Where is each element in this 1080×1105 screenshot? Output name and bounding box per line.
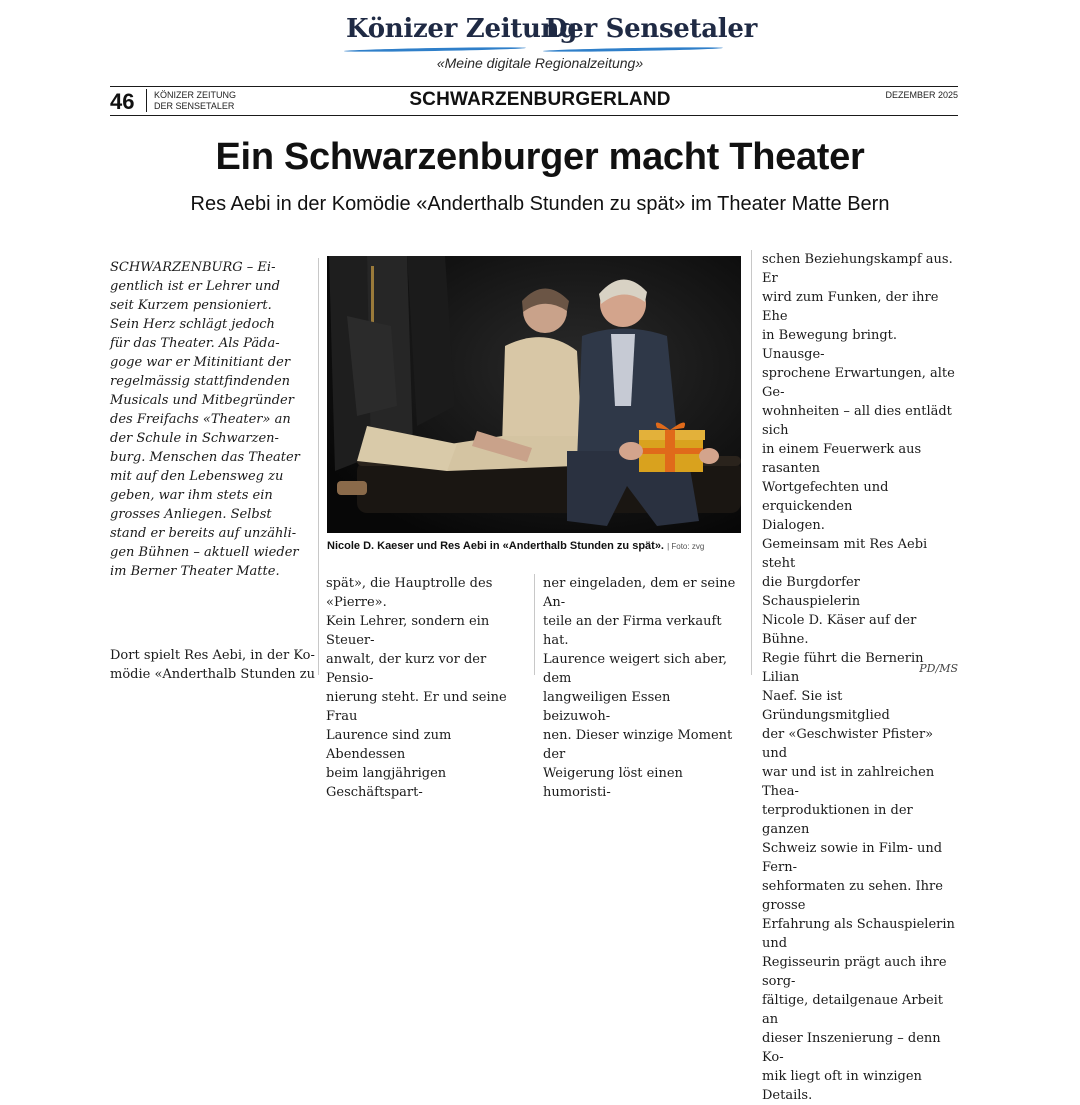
text-line: Dort spielt Res Aebi, in der Ko- (110, 648, 315, 663)
text-line: gentlich ist er Lehrer und (110, 279, 280, 294)
text-line: nierung steht. Er und seine Frau (326, 690, 507, 724)
text-line: Regisseurin prägt auch ihre sorg- (762, 955, 947, 989)
brand-der-sensetaler: Der Sensetaler (545, 14, 758, 44)
article-lead (110, 258, 315, 581)
article-photo (327, 256, 741, 533)
article-headline: Ein Schwarzenburger macht Theater (215, 136, 865, 178)
photo-caption-text: Nicole D. Kaeser und Res Aebi in «Anderthalb Stunden zu spät». (327, 540, 664, 552)
text-line: Schweiz sowie in Film- und Fern- (762, 841, 943, 875)
text-line: regelmässig stattfindenden (110, 374, 291, 389)
paper-name-line1: KÖNIZER ZEITUNG (154, 90, 237, 100)
brand-swoosh-left (344, 46, 526, 52)
text-line: der «Geschwister Pfister» und (762, 727, 934, 761)
column-separator (751, 250, 752, 675)
text-line: Kein Lehrer, sondern ein Steuer- (326, 614, 490, 648)
text-line: des Freifachs «Theater» an (110, 412, 291, 427)
header-rule-top (110, 86, 958, 87)
text-line: geben, war ihm stets ein (110, 488, 273, 503)
text-line: in Bewegung bringt. Unausge- (762, 328, 897, 362)
text-line: goge war er Mitinitiant der (110, 355, 291, 370)
text-line: wohnheiten – all dies entlädt sich (762, 404, 952, 438)
text-line: Musicals und Mitbegründer (110, 393, 294, 408)
text-line: beim langjährigen Geschäftspart- (326, 766, 447, 800)
text-line: im Berner Theater Matte. (110, 564, 280, 579)
text-line: Sein Herz schlägt jedoch (110, 317, 275, 332)
paper-name-line2: DER SENSETALER (154, 101, 235, 111)
text-line: Erfahrung als Schauspielerin und (762, 917, 955, 951)
header-rule-bottom (110, 115, 958, 116)
text-line: in einem Feuerwerk aus rasanten (762, 442, 922, 476)
text-line: mik liegt oft in winzigen Details. (762, 1069, 922, 1103)
text-line: seit Kurzem pensioniert. (110, 298, 272, 313)
photo-caption (327, 540, 741, 552)
text-line: der Schule in Schwarzen- (110, 431, 279, 446)
text-line: die Burgdorfer Schauspielerin (762, 575, 861, 609)
text-line: dieser Inszenierung – denn Ko- (762, 1031, 941, 1065)
text-line: nen. Dieser winzige Moment der (543, 728, 733, 762)
masthead (0, 10, 1080, 52)
text-line: Gemeinsam mit Res Aebi steht (762, 537, 928, 571)
text-line: SCHWARZENBURG – Ei- (110, 260, 276, 275)
text-line: gen Bühnen – aktuell wieder (110, 545, 299, 560)
text-line: Nicole D. Käser auf der Bühne. (762, 613, 917, 647)
text-line: spät», die Hauptrolle des «Pierre». (326, 576, 493, 610)
text-line: anwalt, der kurz vor der Pensio- (326, 652, 487, 686)
text-line: sprochene Erwartungen, alte Ge- (762, 366, 955, 400)
text-line: fältige, detailgenaue Arbeit an (762, 993, 944, 1027)
masthead-tagline: «Meine digitale Regionalzeitung» (436, 55, 644, 71)
column-separator (318, 258, 319, 675)
text-line: Naef. Sie ist Gründungsmitglied (762, 689, 890, 723)
text-line: terproduktionen in der ganzen (762, 803, 913, 837)
text-line: Laurence sind zum Abendessen (326, 728, 452, 762)
text-line: für das Theater. Als Päda- (110, 336, 280, 351)
text-line: war und ist in zahlreichen Thea- (762, 765, 935, 799)
text-line: mödie «Anderthalb Stunden zu (110, 667, 315, 682)
brand-swoosh-right (543, 46, 723, 52)
text-line: teile an der Firma verkauft hat. (543, 614, 722, 648)
article-body-col4 (762, 250, 958, 1105)
text-line: stand er bereits auf unzähli- (110, 526, 297, 541)
text-line: wird zum Funken, der ihre Ehe (762, 290, 939, 324)
text-line: ner eingeladen, dem er seine An- (543, 576, 736, 610)
brand-koenizer-zeitung: Könizer Zeitung (346, 14, 578, 44)
section-title: SCHWARZENBURGERLAND (409, 89, 671, 110)
text-line: langweiligen Essen beizuwoh- (543, 690, 671, 724)
article-body-col3 (543, 574, 741, 802)
article-body-col2 (326, 574, 526, 802)
text-line: Wortgefechten und erquickenden (762, 480, 889, 514)
photo-credit: | Foto: zvg (667, 542, 705, 551)
photo-illustration (327, 256, 741, 533)
text-line: Laurence weigert sich aber, dem (543, 652, 728, 686)
column-separator (534, 574, 535, 675)
text-line: Regie führt die Bernerin Lilian (762, 651, 924, 685)
text-line: sehformaten zu sehen. Ihre grosse (762, 879, 943, 913)
article-body-col1 (110, 646, 315, 684)
article-subheadline: Res Aebi in der Komödie «Anderthalb Stunden zu spät» im Theater Matte Bern (190, 193, 890, 215)
text-line: Weigerung löst einen humoristi- (543, 766, 683, 800)
text-line: grosses Anliegen. Selbst (110, 507, 272, 522)
text-line: schen Beziehungskampf aus. Er (762, 252, 953, 286)
page-number: 46 (110, 89, 135, 114)
text-line: mit auf den Lebensweg zu (110, 469, 284, 484)
text-line: Dialogen. (762, 518, 825, 533)
issue-date: DEZEMBER 2025 (885, 90, 958, 100)
text-line: burg. Menschen das Theater (110, 450, 300, 465)
author-signature: PD/MS (919, 662, 958, 675)
